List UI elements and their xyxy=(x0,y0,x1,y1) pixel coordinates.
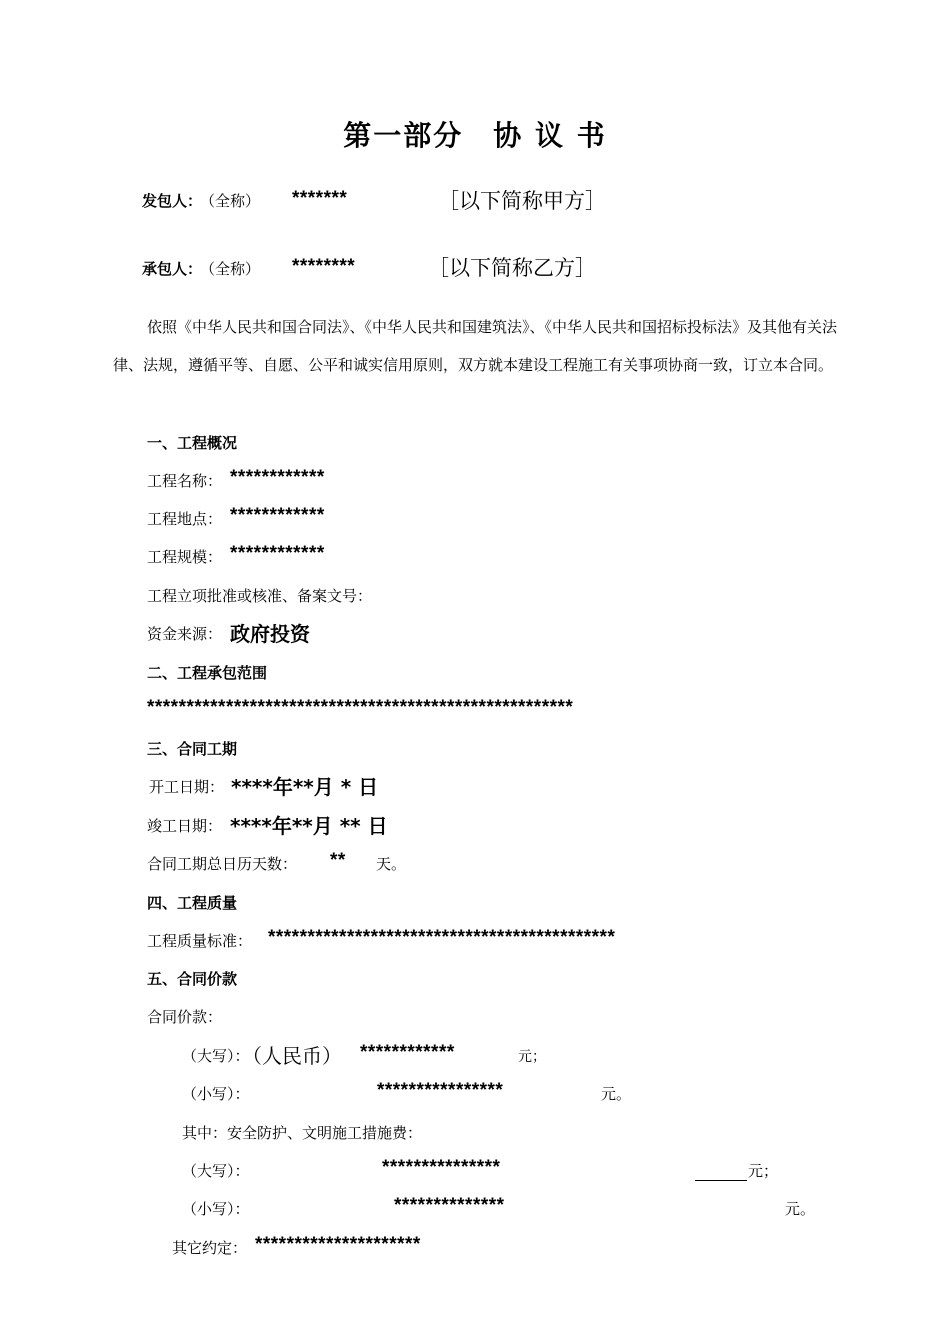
section-4-heading: 四、工程质量 xyxy=(147,894,238,912)
section-3-heading: 三、合同工期 xyxy=(147,740,238,758)
total-days-label: 合同工期总日历天数： xyxy=(147,855,298,873)
end-date-label: 竣工日期： xyxy=(147,817,223,835)
price-upper-currency: （人民币） xyxy=(242,1044,342,1068)
contractor-fullname: （全称） xyxy=(200,260,261,278)
other-terms-value: ********************* xyxy=(255,1234,421,1255)
contractor-label: 承包人： xyxy=(142,260,203,278)
contractor-alias: ［以下简称乙方］ xyxy=(428,256,596,280)
safety-lower-label: （小写）： xyxy=(182,1200,250,1218)
project-site-value: ************ xyxy=(230,505,325,526)
safety-upper-unit: 元； xyxy=(748,1162,779,1180)
price-lower-value: **************** xyxy=(377,1080,504,1101)
section-5-heading: 五、合同价款 xyxy=(147,970,238,988)
section-2-heading: 二、工程承包范围 xyxy=(147,664,268,682)
total-days-value: ** xyxy=(330,850,346,871)
quality-standard-label: 工程质量标准： xyxy=(147,932,253,950)
price-lower-unit: 元。 xyxy=(601,1085,632,1103)
price-upper-value: ************ xyxy=(360,1042,455,1063)
quality-standard-value: ******************************************** xyxy=(268,927,616,948)
project-scale-label: 工程规模： xyxy=(147,548,223,566)
start-date-value: ****年**月 * 日 xyxy=(231,775,379,799)
project-site-label: 工程地点： xyxy=(147,510,223,528)
section-1-heading: 一、工程概况 xyxy=(147,434,238,452)
fund-source-value: 政府投资 xyxy=(230,622,310,646)
start-date-label: 开工日期： xyxy=(149,778,225,796)
safety-lower-unit: 元。 xyxy=(785,1200,816,1218)
safety-upper-unit-wrap xyxy=(695,1160,778,1181)
other-terms-label: 其它约定： xyxy=(172,1239,248,1257)
safety-lower-value: ************** xyxy=(394,1195,505,1216)
price-lower-label: （小写）： xyxy=(182,1085,250,1103)
blank-underline xyxy=(695,1166,747,1181)
contract-price-label: 合同价款： xyxy=(147,1008,223,1026)
employer-label: 发包人： xyxy=(142,192,203,210)
end-date-value: ****年**月 ** 日 xyxy=(230,814,388,838)
project-scale-value: ************ xyxy=(230,543,325,564)
contractor-value: ******** xyxy=(292,256,356,277)
intro-paragraph: 依照《中华人民共和国合同法》、《中华人民共和国建筑法》、《中华人民共和国招标投标法》及其他有关法律、法规，遵循平等、自愿、公平和诚实信用原则，双方就本建设工程施工有关事项协商一致，订立本合同。 xyxy=(113,318,838,374)
price-upper-label: （大写）： xyxy=(182,1047,250,1065)
page-title: 第一部分 协 议 书 xyxy=(343,119,607,152)
approval-number-label: 工程立项批准或核准、备案文号： xyxy=(147,587,373,605)
safety-fee-label: 其中：安全防护、文明施工措施费： xyxy=(182,1124,423,1142)
fund-source-label: 资金来源： xyxy=(147,625,223,643)
total-days-unit: 天。 xyxy=(376,855,407,873)
employer-alias: ［以下简称甲方］ xyxy=(438,189,606,213)
project-name-label: 工程名称： xyxy=(147,472,223,490)
employer-value: ******* xyxy=(292,188,348,209)
project-name-value: ************ xyxy=(230,467,325,488)
safety-upper-value: *************** xyxy=(382,1157,501,1178)
safety-upper-label: （大写）： xyxy=(182,1162,250,1180)
employer-fullname: （全称） xyxy=(200,192,261,210)
scope-value: ****************************************************** xyxy=(147,697,574,718)
price-upper-unit: 元； xyxy=(518,1049,546,1065)
